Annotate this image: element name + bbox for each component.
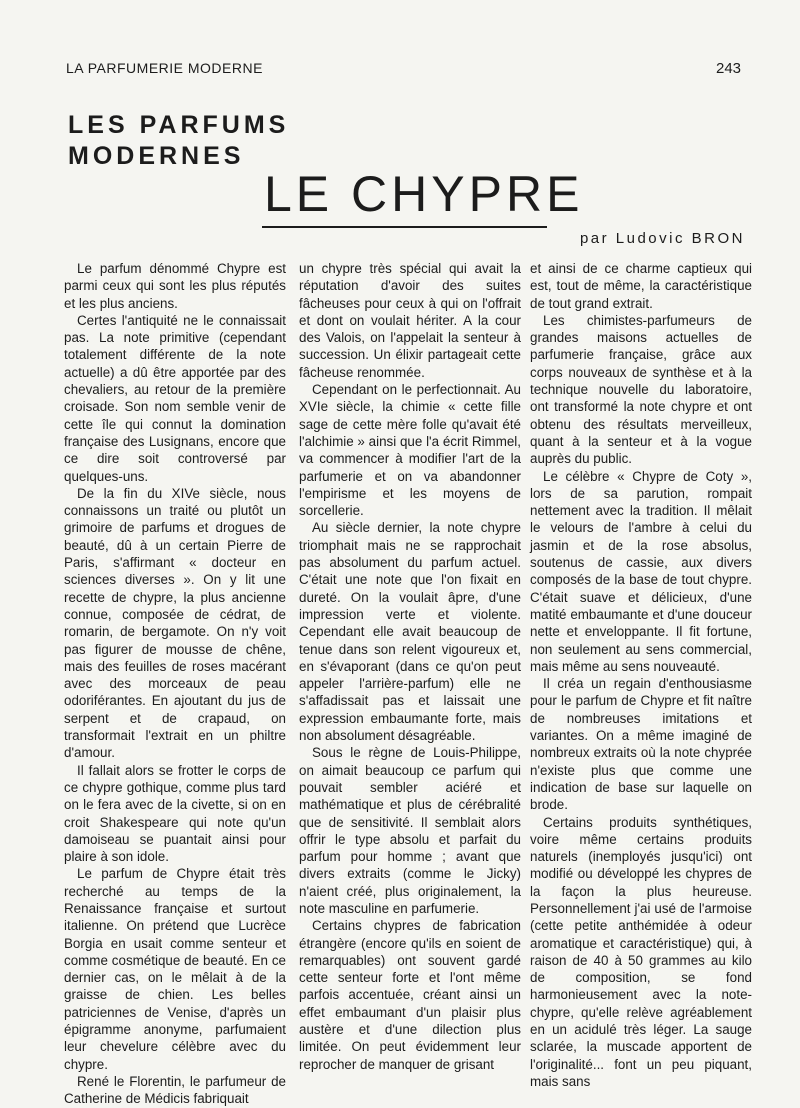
series-title: [68, 110, 289, 172]
paragraph: René le Florentin, le parfumeur de Catherine de Médicis fabriquait: [64, 1073, 286, 1107]
paragraph-continued: un chypre très spécial qui avait la réputation d'avoir des suites fâcheuses pour ceux à qui on l'offrait et dont on voulait hériter. A la cour des Valois, on l'appelait la senteur à succession. Un élixir partageait cette fâcheuse renommée.: [299, 261, 521, 380]
series-title-line-1: LES PARFUMS: [68, 111, 290, 139]
title-rule: [262, 226, 547, 228]
paragraph: Sous le règne de Louis-Philippe, on aimait beaucoup ce parfum qui pouvait sembler aciéré et mathématique et plus de cérébralité que de sensitivité. Il semblait alors offrir le type absolu et parfait du parfum pour homme ; avant que divers extraits (comme le Jicky) n'aient créé, plus originalement, la note masculine en parfumerie.: [299, 745, 521, 916]
paragraph: Au siècle dernier, la note chypre triomphait mais ne se rapprochait pas absolument du parfum actuel. C'était une note que l'on fixait en dureté. On la voulait âpre, d'une impression verte et violente. Cependant elle avait beaucoup de tenue dans son relent vigoureux et, en s'évaporant (dans ce qu'on peut appeler l'arrière-parfum) elle ne s'affadissait pas et laissait une expression embaumante forte, mais non absolument désagréable.: [299, 520, 521, 744]
text-column-3: [530, 260, 752, 1090]
paragraph: Il créa un regain d'enthousiasme pour le parfum de Chypre et fit naître de nombreuses imitations et variantes. On a même imaginé de nombreux extraits où la note chyprée n'existe plus que comme une indication de base sur laquelle on brode.: [530, 676, 752, 813]
paragraph: Cependant on le perfectionnait. Au XVIe siècle, la chimie « cette fille sage de cette mère folle qu'avait été l'alchimie » ainsi que l'a écrit Rimmel, va commencer à modifier l'art de la parfumerie et on va abandonner l'empirisme et les moyens de sorcellerie.: [299, 382, 521, 519]
page-number: 243: [716, 60, 742, 77]
text-column-2: [299, 260, 521, 1073]
paragraph: Certes l'antiquité ne le connaissait pas. La note primitive (cependant totalement différente de la note actuelle) a dû être apportée par des chevaliers, au retour de la première croisade. Son nom semble venir de cette île qui connut la domination française des Lusignans, encore que ce dire soit controversé par quelques-uns.: [64, 312, 286, 484]
paragraph: Le célèbre « Chypre de Coty », lors de sa parution, rompait nettement avec la tradition. Il mêlait le velours de l'ambre à celui du jasmin et de la rose absolus, soutenus de cassie, aux divers composés de la base de tout chypre. C'était suave et délicieux, d'une matité embaumante et d'une douceur nette et enveloppante. Il fit fortune, non seulement au sens commercial, mais même au sens nouveauté.: [530, 468, 752, 674]
paragraph: Certains chypres de fabrication étrangère (encore qu'ils en soient de remarquables) ont souvent gardé cette senteur forte et l'ont même parfois accentuée, créant ainsi un effet embaumant d'un plaisir plus austère et d'une dilection plus limitée. On peut évidemment leur reprocher de manquer de grisant: [299, 918, 521, 1072]
article-title: LE CHYPRE: [264, 166, 584, 222]
running-head: LA PARFUMERIE MODERNE: [66, 60, 263, 76]
paragraph: De la fin du XIVe siècle, nous connaissons un traité ou plutôt un grimoire de parfums et drogues de beauté, dû à un certain Pierre de Paris, s'affirmant « docteur en sciences diverses ». On y lit une recette de chypre, la plus ancienne connue, composée de cédrat, de romarin, de bergamote. On n'y voit pas figurer de mousse de chêne, mais des feuilles de roses macérant avec des morceaux de peau odoriférantes. En ajoutant du jus de serpent et de crapaud, on transformait l'extrait en un philtre d'amour.: [64, 485, 286, 761]
paragraph: Les chimistes-parfumeurs de grandes maisons actuelles de parfumerie française, grâce aux corps nouveaux de synthèse et à la technique nouvelle du laboratoire, ont transformé la note chypre et ont obtenu des résultats merveilleux, quant à la senteur et à la vogue auprès du public.: [530, 312, 752, 467]
byline: par Ludovic BRON: [579, 230, 745, 247]
paragraph: Certains produits synthétiques, voire même certains produits naturels (inemployés jusqu'ici) ont modifié ou développé les chypres de la façon la plus heureuse. Personnellement j'ai usé de l'armoise (cette petite anthémidée à odeur aromatique et caractéristique) qui, à raison de 40 à 50 grammes au kilo de composition, se fond harmonieusement avec la note-chypre, qu'elle relève agréablement en un acidulé très léger. La sauge sclarée, la muscade apportent de l'originalité... font un peu piquant, mais sans: [530, 814, 752, 1089]
paragraph: Le parfum dénommé Chypre est parmi ceux qui sont les plus réputés et les plus anciens.: [64, 261, 286, 311]
paragraph-continued: et ainsi de ce charme captieux qui est, tout de même, la caractéristique de tout grand extrait.: [530, 261, 752, 311]
paragraph: Le parfum de Chypre était très recherché au temps de la Renaissance française et surtout italienne. On prétend que Lucrèce Borgia en usait comme senteur et comme cosmétique de beauté. En ce dernier cas, on le mêlait à de la graisse de chien. Les belles patriciennes de Venise, d'après un épigramme anonyme, parfumaient leur chevelure célèbre avec du chypre.: [64, 866, 286, 1072]
paragraph: Il fallait alors se frotter le corps de ce chypre gothique, comme plus tard on le fera avec de la civette, si on en croit Shakespeare qui note qu'un damoiseau se puantait ainsi pour plaire à son idole.: [64, 762, 286, 865]
series-title-line-2: MODERNES: [68, 142, 245, 170]
text-column-1: [64, 260, 286, 1108]
